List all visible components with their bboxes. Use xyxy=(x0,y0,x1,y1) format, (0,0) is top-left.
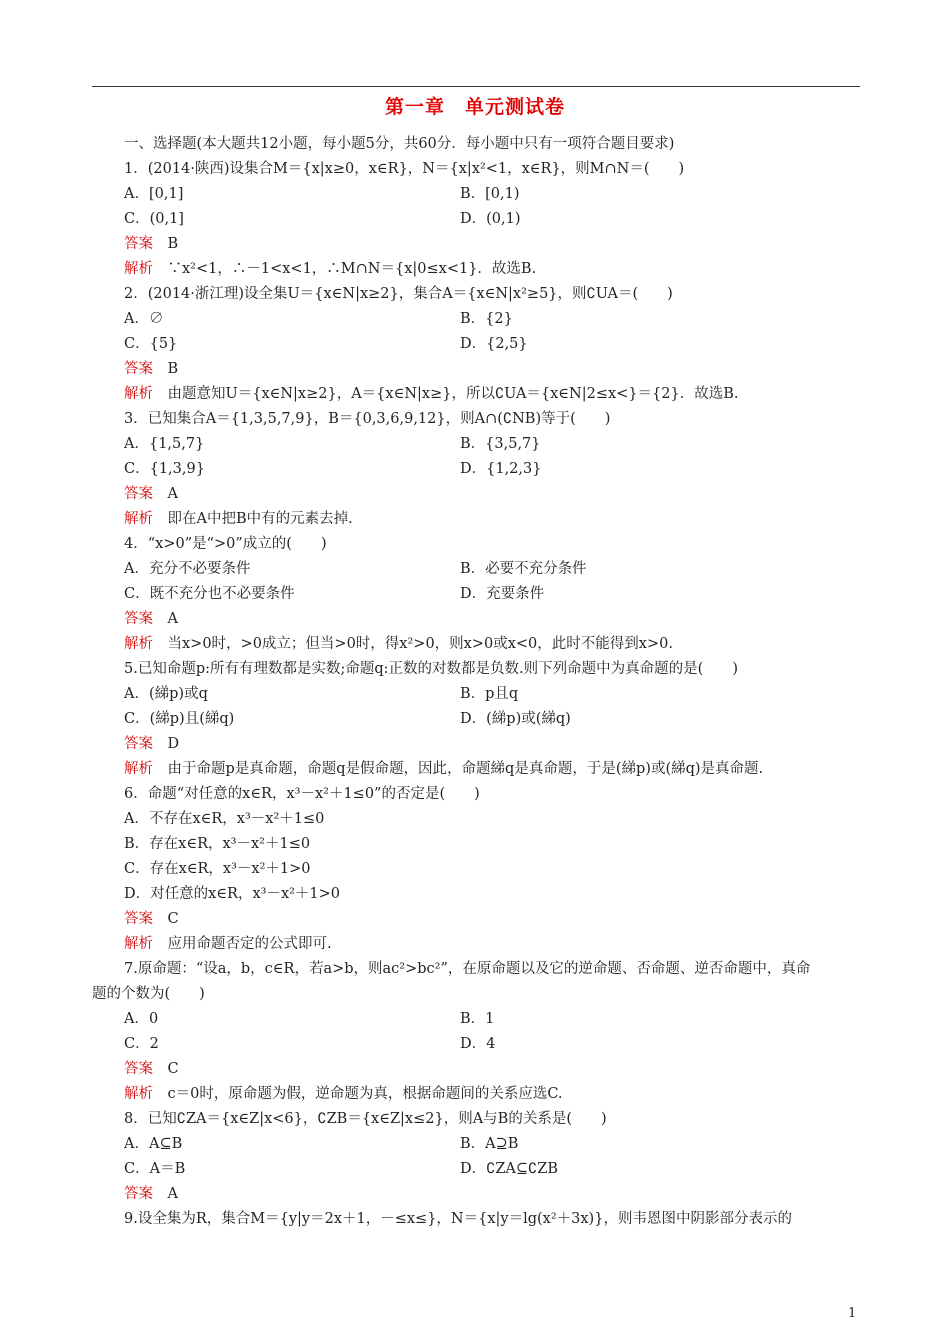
text-line xyxy=(460,1034,495,1054)
line-text: A．(綈p)或q xyxy=(124,686,208,702)
line-text: A．A⊆B xyxy=(124,1136,183,1152)
line-text: A xyxy=(153,1186,178,1202)
text-line xyxy=(124,359,178,379)
line-text: B．存在x∈R，x³－x²＋1≤0 xyxy=(124,836,311,852)
text-line xyxy=(124,1109,607,1129)
text-line xyxy=(124,559,250,579)
text-line xyxy=(124,784,480,804)
line-text: A．{1,5,7} xyxy=(124,436,205,452)
line-text: C xyxy=(153,911,179,927)
line-text: 7.原命题：“设a，b，c∈R，若a>b，则ac²>bc²”，在原命题以及它的逆命题、否命题、逆否命题中，真命 xyxy=(124,961,811,977)
line-text: 由于命题p是真命题，命题q是假命题，因此，命题綈q是真命题，于是(綈p)或(綈q)是真命题. xyxy=(153,761,764,777)
text-line xyxy=(92,984,205,1004)
text-line xyxy=(124,634,673,654)
text-line xyxy=(124,1009,158,1029)
text-line xyxy=(124,1209,792,1229)
line-text: 即在A中把B中有的元素去掉. xyxy=(153,511,353,527)
line-text: C．存在x∈R，x³－x²＋1>0 xyxy=(124,861,311,877)
line-text: B．p且q xyxy=(460,686,519,702)
text-line xyxy=(460,309,513,329)
line-text: D．{1,2,3} xyxy=(460,461,542,477)
line-text: D．(0,1) xyxy=(460,211,521,227)
line-text: 题的个数为( ) xyxy=(92,986,205,1002)
line-text: D．充要条件 xyxy=(460,586,545,602)
line-text: C．(0,1] xyxy=(124,211,184,227)
analysis-label: 解析 xyxy=(124,936,153,952)
line-text: ∵x²<1，∴－1<x<1，∴M∩N＝{x|0≤x<1}．故选B. xyxy=(153,261,537,277)
answer-label: 答案 xyxy=(124,361,153,377)
text-line xyxy=(460,459,541,479)
text-line xyxy=(124,384,739,404)
text-line xyxy=(124,134,674,154)
text-line xyxy=(124,1159,185,1179)
text-line xyxy=(460,209,521,229)
line-text: A．[0,1] xyxy=(124,186,184,202)
text-line xyxy=(124,734,179,754)
line-text: C．既不充分也不必要条件 xyxy=(124,586,295,602)
line-text: A．不存在x∈R，x³－x²＋1≤0 xyxy=(124,811,325,827)
line-text: A xyxy=(153,611,178,627)
text-line xyxy=(124,684,208,704)
text-line xyxy=(124,1059,179,1079)
line-text: B xyxy=(153,236,179,252)
line-text: A．充分不必要条件 xyxy=(124,561,251,577)
text-line xyxy=(124,334,177,354)
line-text: A xyxy=(153,486,178,502)
text-line xyxy=(124,484,178,504)
text-line xyxy=(124,934,332,954)
line-text: 9.设全集为R，集合M＝{y|y＝2x＋1，－≤x≤}，N＝{x|y＝lg(x²＋3x)}，则韦恩图中阴影部分表示的 xyxy=(124,1211,792,1227)
text-line xyxy=(460,1009,494,1029)
text-line xyxy=(460,709,571,729)
text-line xyxy=(124,659,738,679)
text-line xyxy=(124,1084,563,1104)
text-line xyxy=(124,834,310,854)
line-text: B．{3,5,7} xyxy=(460,436,541,452)
line-text: 2．(2014·浙江理)设全集U＝{x∈N|x≥2}，集合A＝{x∈N|x²≥5}，则∁UA＝( ) xyxy=(124,286,673,302)
line-text: D．∁ZA⊆∁ZB xyxy=(460,1161,559,1177)
text-line xyxy=(124,859,311,879)
answer-label: 答案 xyxy=(124,1061,153,1077)
line-text: 4．“x>0”是“>0”成立的( ) xyxy=(124,536,327,552)
line-text: D．4 xyxy=(460,1036,496,1052)
text-line xyxy=(124,209,184,229)
text-line xyxy=(124,1184,178,1204)
line-text: 8．已知∁ZA＝{x∈Z|x<6}，∁ZB＝{x∈Z|x≤2}，则A与B的关系是( ) xyxy=(124,1111,607,1127)
text-line xyxy=(124,434,204,454)
line-text: B．[0,1) xyxy=(460,186,520,202)
text-line xyxy=(124,459,205,479)
line-text: c＝0时，原命题为假，逆命题为真，根据命题间的关系应选C. xyxy=(153,1086,563,1102)
text-line xyxy=(124,759,763,779)
line-text: B．{2} xyxy=(460,311,513,327)
line-text: 5.已知命题p:所有有理数都是实数;命题q:正数的对数都是负数.则下列命题中为真命题的是( ) xyxy=(124,661,738,677)
line-text: D．{2,5} xyxy=(460,336,528,352)
text-line xyxy=(124,509,353,529)
text-line xyxy=(124,234,178,254)
analysis-label: 解析 xyxy=(124,636,153,652)
answer-label: 答案 xyxy=(124,911,153,927)
text-line xyxy=(124,584,295,604)
text-line xyxy=(460,559,587,579)
page-title: 第一章 单元测试卷 xyxy=(384,96,565,118)
line-text: A．∅ xyxy=(124,311,164,327)
line-text: 3．已知集合A＝{1,3,5,7,9}，B＝{0,3,6,9,12}，则A∩(∁NB)等于( ) xyxy=(124,411,611,427)
analysis-label: 解析 xyxy=(124,261,153,277)
line-text: D xyxy=(153,736,180,752)
line-text: 当x>0时，>0成立；但当>0时，得x²>0，则x>0或x<0，此时不能得到x>0. xyxy=(153,636,673,652)
line-text: C．A＝B xyxy=(124,1161,186,1177)
text-line xyxy=(460,434,541,454)
line-text: B xyxy=(153,361,179,377)
text-line xyxy=(124,709,234,729)
answer-label: 答案 xyxy=(124,236,153,252)
text-line xyxy=(124,809,324,829)
line-text: 一、选择题(本大题共12小题，每小题5分，共60分．每小题中只有一项符合题目要求) xyxy=(124,136,675,152)
line-text: 由题意知U＝{x∈N|x≥2}，A＝{x∈N|x≥}，所以∁UA＝{x∈N|2≤x<}＝{2}．故选B. xyxy=(153,386,739,402)
line-text: 6．命题“对任意的x∈R，x³－x²＋1≤0”的否定是( ) xyxy=(124,786,480,802)
text-line xyxy=(124,909,179,929)
text-line xyxy=(124,409,610,429)
text-line xyxy=(124,1034,159,1054)
text-line xyxy=(124,309,163,329)
line-text: B．A⊇B xyxy=(460,1136,519,1152)
text-line xyxy=(460,584,544,604)
text-line xyxy=(124,1134,182,1154)
text-line xyxy=(124,534,327,554)
text-line xyxy=(460,334,528,354)
line-text: C．{1,3,9} xyxy=(124,461,205,477)
analysis-label: 解析 xyxy=(124,1086,153,1102)
line-text: D．对任意的x∈R，x³－x²＋1>0 xyxy=(124,886,341,902)
answer-label: 答案 xyxy=(124,1186,153,1202)
analysis-label: 解析 xyxy=(124,386,153,402)
analysis-label: 解析 xyxy=(124,511,153,527)
text-line xyxy=(460,684,518,704)
text-line xyxy=(460,1159,558,1179)
text-line xyxy=(124,884,340,904)
line-text: 应用命题否定的公式即可. xyxy=(153,936,332,952)
line-text: B．必要不充分条件 xyxy=(460,561,587,577)
line-text: C．(綈p)且(綈q) xyxy=(124,711,235,727)
page-number: 1 xyxy=(848,1306,857,1321)
analysis-label: 解析 xyxy=(124,761,153,777)
text-line xyxy=(124,609,178,629)
text-line xyxy=(460,184,520,204)
line-text: D．(綈p)或(綈q) xyxy=(460,711,571,727)
line-text: C xyxy=(153,1061,179,1077)
text-line xyxy=(124,259,536,279)
line-text: C．{5} xyxy=(124,336,178,352)
text-line xyxy=(124,959,810,979)
line-text: B．1 xyxy=(460,1011,495,1027)
text-line xyxy=(460,1134,518,1154)
line-text: 1．(2014·陕西)设集合M＝{x|x≥0，x∈R}，N＝{x|x²<1，x∈R}，则M∩N＝( ) xyxy=(124,161,685,177)
line-text: A．0 xyxy=(124,1011,159,1027)
header-rule xyxy=(92,86,860,87)
line-text: C．2 xyxy=(124,1036,159,1052)
text-line xyxy=(124,159,684,179)
text-line xyxy=(124,184,183,204)
answer-label: 答案 xyxy=(124,486,153,502)
text-line xyxy=(124,284,673,304)
answer-label: 答案 xyxy=(124,611,153,627)
answer-label: 答案 xyxy=(124,736,153,752)
